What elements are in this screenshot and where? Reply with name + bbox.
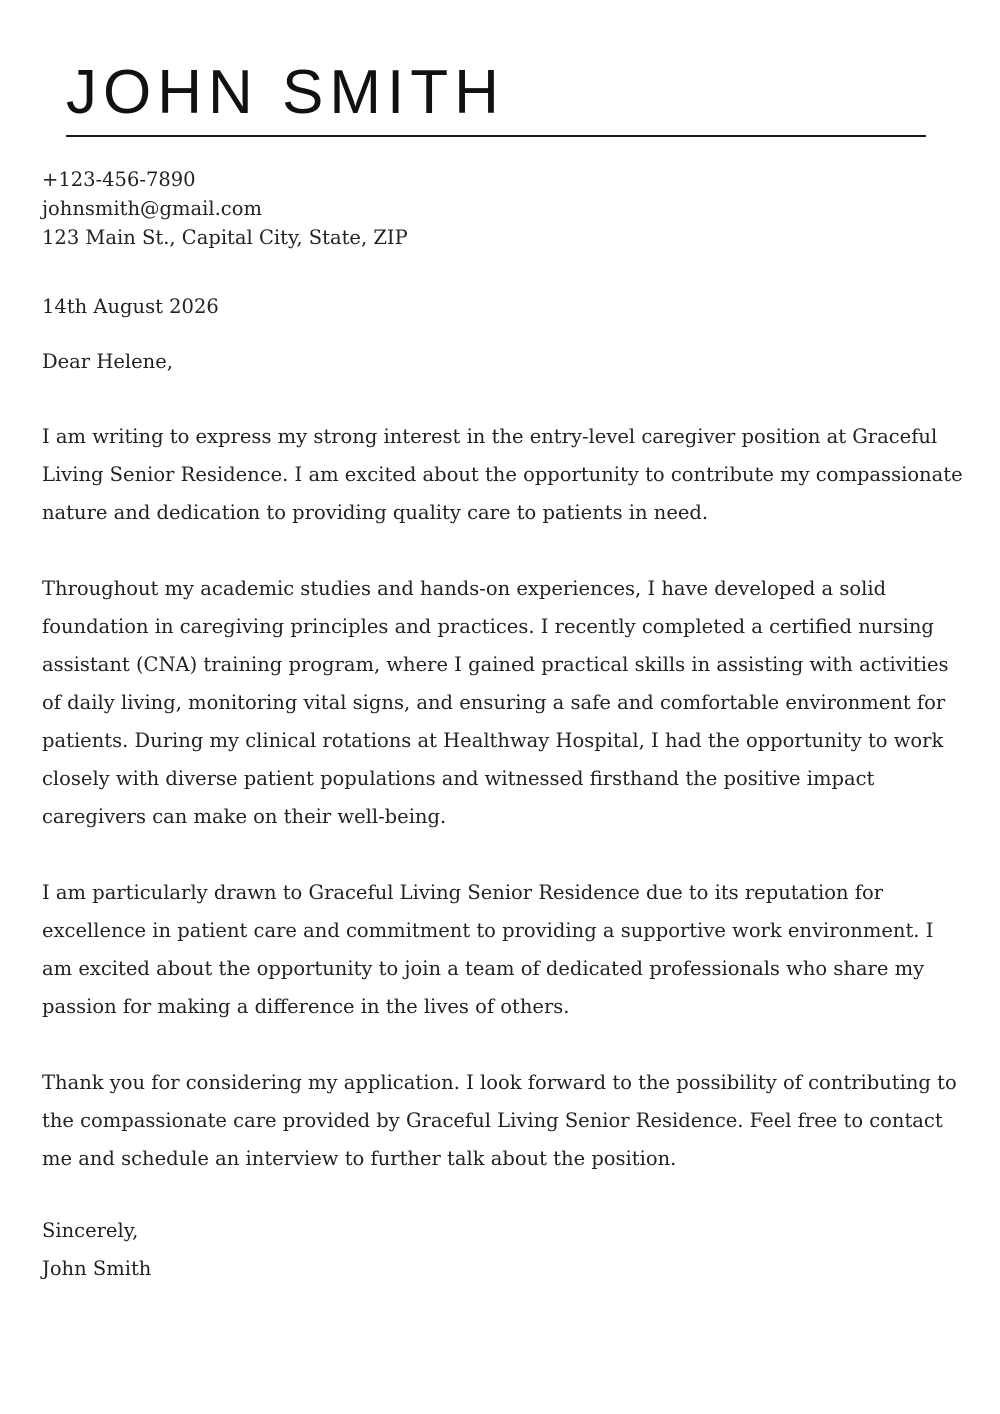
contact-phone: +123-456-7890	[42, 168, 196, 191]
letter-salutation: Dear Helene,	[42, 350, 173, 373]
letter-closing: Sincerely,	[42, 1219, 139, 1242]
letter-closing-block	[42, 1212, 151, 1288]
contact-email: johnsmith@gmail.com	[42, 197, 262, 220]
letter-signature: John Smith	[42, 1257, 152, 1280]
body-paragraph: Thank you for considering my application. I look forward to the possibility of contributing to the compassionate care provided by Graceful Living Senior Residence. Feel free to contact me and schedule an interview to further talk about the position.	[42, 1071, 957, 1170]
body-paragraph: Throughout my academic studies and hands-on experiences, I have developed a solid foundation in caregiving principles and practices. I recently completed a certified nursing assistant (CNA) training program, where I gained practical skills in assisting with activities of daily living, monitoring vital signs, and ensuring a safe and comfortable environment for patients. During my clinical rotations at Healthway Hospital, I had the opportunity to work closely with diverse patient populations and witnessed firsthand the positive impact caregivers can make on their well-being.	[42, 577, 949, 828]
body-paragraph: I am particularly drawn to Graceful Living Senior Residence due to its reputation for excellence in patient care and commitment to providing a supportive work environment. I am excited about the opportunity to join a team of dedicated professionals who share my passion for making a difference in the lives of others.	[42, 881, 934, 1018]
contact-block	[42, 165, 408, 252]
body-paragraph: I am writing to express my strong interest in the entry-level caregiver position at Graceful Living Senior Residence. I am excited about the opportunity to contribute my compassionate nature and dedication to providing quality care to patients in need.	[42, 425, 963, 524]
letter-date: 14th August 2026	[42, 295, 219, 318]
contact-address: 123 Main St., Capital City, State, ZIP	[42, 226, 408, 249]
applicant-name-heading: JOHN SMITH	[66, 58, 505, 127]
letter-body	[42, 418, 967, 1216]
header-divider	[66, 135, 926, 137]
